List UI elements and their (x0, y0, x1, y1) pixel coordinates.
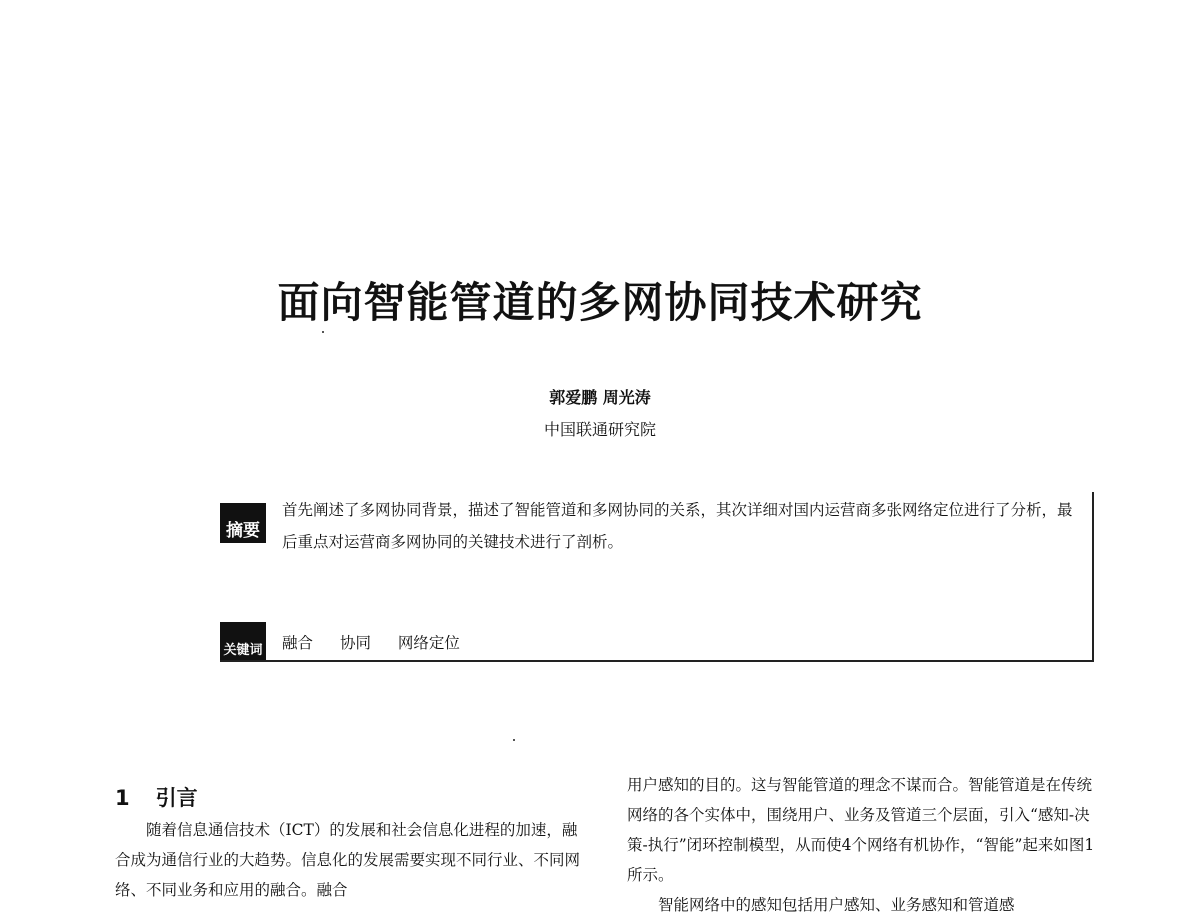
right-column-text (627, 770, 1097, 920)
section-title: 引言 (155, 786, 198, 810)
abstract-label: 摘要 (220, 503, 266, 543)
section-number: 1 (115, 786, 130, 810)
scan-speck (513, 739, 515, 741)
scan-speck (322, 331, 324, 333)
keywords-list (282, 631, 482, 653)
paragraph: 用户感知的目的。这与智能管道的理念不谋而合。智能管道是在传统网络的各个实体中，围绕用户、业务及管道三个层面，引入“感知-决策-执行”闭环控制模型，从而使4个网络有机协作，“智能”起来如图1所示。 (627, 776, 1095, 884)
keywords-label: 关键词 (220, 622, 266, 660)
paragraph: 随着信息通信技术（ICT）的发展和社会信息化进程的加速，融合成为通信行业的大趋势。信息化的发展需要实现不同行业、不同网络、不同业务和应用的融合。融合 (115, 821, 581, 899)
keyword: 协同 (339, 634, 371, 652)
paper-title: 面向智能管道的多网协同技术研究 (277, 278, 923, 327)
keyword: 网络定位 (397, 634, 460, 652)
affiliation: 中国联通研究院 (543, 420, 656, 439)
authors: 郭爱鹏 周光涛 (549, 388, 651, 407)
paragraph: 智能网络中的感知包括用户感知、业务感知和管道感 (658, 896, 1015, 914)
keyword: 融合 (282, 634, 314, 652)
abstract-text: 首先阐述了多网协同背景，描述了智能管道和多网协同的关系，其次详细对国内运营商多张网络定位进行了分析，最后重点对运营商多网协同的关键技术进行了剖析。 (282, 501, 1073, 551)
left-column-text (115, 815, 585, 920)
section-heading (115, 782, 198, 812)
